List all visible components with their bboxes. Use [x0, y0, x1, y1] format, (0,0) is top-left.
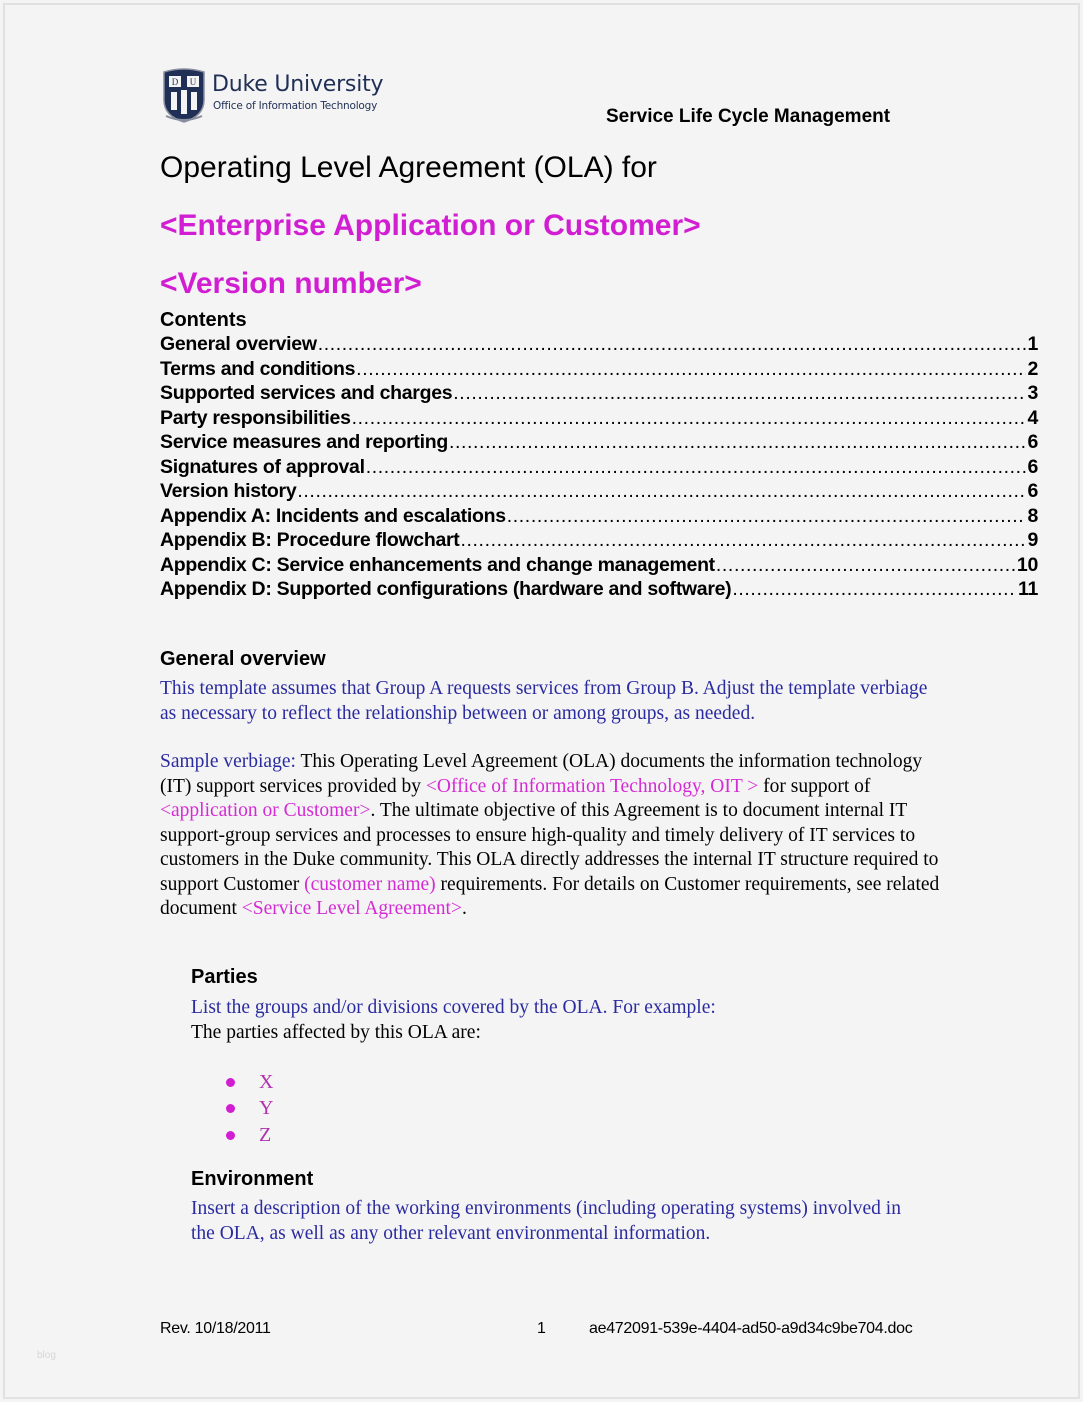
general-overview-heading: General overview	[160, 648, 326, 670]
footer-revision: Rev. 10/18/2011	[160, 1320, 271, 1337]
toc-label: Signatures of approval	[160, 455, 365, 478]
toc-page: 3	[1027, 382, 1038, 404]
toc-page: 6	[1027, 431, 1038, 453]
party-label: X	[259, 1070, 274, 1093]
footer-page-number: 1	[537, 1320, 546, 1337]
toc-leader	[507, 505, 1027, 528]
bullet-icon	[226, 1078, 235, 1087]
sample-text: for support of	[758, 775, 871, 797]
parties-heading: Parties	[191, 966, 258, 988]
toc-label: General overview	[160, 333, 317, 355]
logo-title: Duke University	[212, 72, 384, 97]
toc-page: 2	[1027, 357, 1038, 380]
bullet-icon	[226, 1131, 235, 1140]
sample-text: .	[461, 898, 467, 919]
toc-leader	[453, 382, 1026, 405]
duke-oit-logo	[160, 66, 400, 126]
toc-leader	[356, 358, 1026, 381]
toc-page: 6	[1027, 455, 1038, 478]
section-label: Service Life Cycle Management	[606, 106, 891, 127]
duke-crest-icon	[160, 66, 208, 124]
enterprise-placeholder: <Enterprise Application or Customer>	[160, 209, 701, 242]
sample-verbiage-label: Sample verbiage:	[160, 751, 296, 772]
toc-page: 8	[1027, 504, 1038, 527]
toc-leader	[318, 333, 1027, 356]
toc-page: 6	[1027, 480, 1038, 502]
parties-intro: The parties affected by this OLA are:	[191, 1021, 481, 1043]
toc-entry-service-measures[interactable]	[160, 431, 1038, 456]
toc-entry-supported-services[interactable]	[160, 382, 1038, 407]
toc-entry-appendix-d[interactable]	[160, 578, 1038, 603]
party-label: Y	[259, 1097, 274, 1120]
sample-text: requirements. For details on Customer requirements, see related document	[160, 873, 940, 919]
svg-text:D: D	[171, 77, 179, 87]
list-item	[222, 1122, 273, 1149]
toc-leader	[297, 480, 1026, 503]
list-item	[222, 1069, 273, 1096]
environment-instruction: Insert a description of the working environments (including operating systems) involved in the OLA, as well as any other relevant environmental information.	[191, 1198, 901, 1244]
toc-page: 4	[1027, 406, 1038, 429]
toc-leader	[449, 431, 1026, 454]
footer-filename: ae472091-539e-4404-ad50-a9d34c9be704.doc	[589, 1320, 913, 1337]
toc-label: Appendix A: Incidents and escalations	[160, 504, 506, 527]
logo-subtitle: Office of Information Technology	[213, 100, 378, 112]
toc-entry-appendix-b[interactable]	[160, 529, 1038, 554]
toc-entry-general-overview[interactable]	[160, 333, 1038, 358]
toc-entry-appendix-a[interactable]	[160, 505, 1038, 530]
sample-text: . The ultimate objective of this Agreement is to document internal IT support-group services and processes to ensure high-quality and timely delivery of IT services to customers in the Duke community. This OLA directly addresses the internal IT structure required to support Customer	[160, 800, 939, 895]
toc-leader	[461, 529, 1027, 552]
party-label: Z	[259, 1123, 272, 1146]
application-placeholder: <application or Customer>	[160, 800, 371, 821]
table-of-contents	[160, 333, 1038, 603]
sample-text: This Operating Level Agreement (OLA) documents the information technology (IT) support services provided by	[160, 751, 923, 797]
parties-list	[222, 1069, 273, 1149]
sample-verbiage-paragraph	[160, 750, 940, 922]
oit-placeholder: <Office of Information Technology, OIT >	[425, 775, 759, 797]
watermark: blog	[37, 1350, 56, 1361]
toc-leader	[716, 554, 1016, 577]
toc-label: Supported services and charges	[160, 382, 453, 404]
toc-entry-terms-and-conditions[interactable]	[160, 358, 1038, 383]
document-title: Operating Level Agreement (OLA) for	[160, 151, 657, 184]
environment-heading: Environment	[191, 1168, 314, 1190]
toc-page: 1	[1027, 333, 1038, 355]
toc-label: Service measures and reporting	[160, 431, 448, 453]
bullet-icon	[226, 1104, 235, 1113]
parties-text	[191, 996, 891, 1045]
general-overview-instruction: This template assumes that Group A requests services from Group B. Adjust the template verbiage as necessary to reflect the relationship between or among groups, as needed.	[160, 678, 928, 724]
customer-name-placeholder: (customer name)	[304, 873, 436, 895]
toc-label: Version history	[160, 480, 297, 502]
version-placeholder: <Version number>	[160, 267, 422, 300]
toc-leader	[732, 578, 1017, 601]
svg-text:U: U	[189, 77, 197, 87]
toc-label: Terms and conditions	[160, 357, 356, 380]
toc-label: Party responsibilities	[160, 406, 351, 429]
toc-page: 9	[1027, 529, 1038, 551]
toc-label: Appendix D: Supported configurations (hardware and software)	[160, 578, 732, 600]
list-item	[222, 1096, 273, 1123]
toc-label: Appendix B: Procedure flowchart	[160, 529, 460, 551]
toc-entry-party-responsibilities[interactable]	[160, 407, 1038, 432]
parties-instruction: List the groups and/or divisions covered by the OLA. For example:	[191, 997, 716, 1018]
sla-placeholder: <Service Level Agreement>	[241, 898, 462, 919]
toc-entry-appendix-c[interactable]	[160, 554, 1038, 579]
contents-heading: Contents	[160, 309, 247, 331]
toc-entry-signatures[interactable]	[160, 456, 1038, 481]
toc-page: 10	[1016, 553, 1038, 576]
toc-leader	[366, 456, 1027, 479]
toc-label: Appendix C: Service enhancements and change management	[160, 553, 715, 576]
toc-page: 11	[1017, 578, 1038, 600]
toc-leader	[352, 407, 1027, 430]
toc-entry-version-history[interactable]	[160, 480, 1038, 505]
